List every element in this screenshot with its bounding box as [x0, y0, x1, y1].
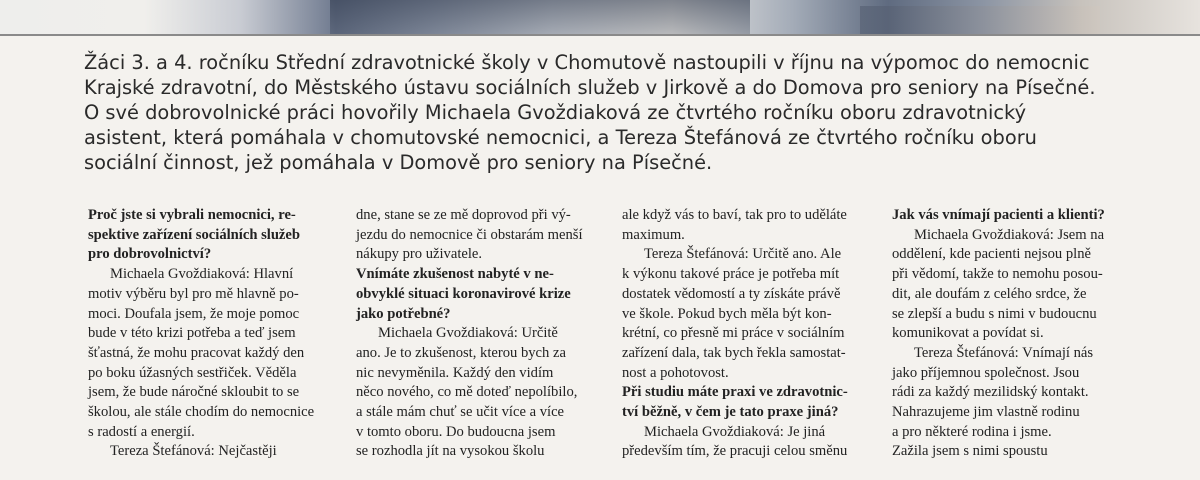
answer-line: jako příjemnou společnost. Jsou [892, 364, 1080, 381]
answer-line: Michaela Gvoždiaková: Je jiná [644, 423, 826, 440]
lead-line: Žáci 3. a 4. ročníku Střední zdravotnické školy v Chomutově nastoupili v říjnu na výpomoc do nemocnic [84, 51, 1090, 74]
answer-line: především tím, že pracuji celou směnu [622, 443, 848, 460]
answer-line: Michaela Gvoždiaková: Jsem na [914, 226, 1105, 243]
answer-line: školou, ale stále chodím do nemocnice [88, 404, 315, 421]
question-line: Při studiu máte praxi ve zdravotnic- [622, 384, 848, 401]
answer-line: maximum. [622, 226, 685, 243]
answer-line: a stále mám chuť se učit více a více [356, 404, 565, 421]
answer-line: se rozhodla jít na vysokou školu [356, 443, 545, 460]
answer-line: rádi za každý mezilidský kontakt. [892, 384, 1089, 401]
answer-line: k výkonu takové práce je potřeba mít [622, 266, 840, 283]
question-line: obvyklé situaci koronavirové krize [356, 285, 571, 302]
answer-line: Nahrazujeme jim vlastně rodinu [892, 404, 1080, 421]
question-line: Proč jste si vybrali nemocnici, re- [88, 207, 296, 223]
answer-line: Michaela Gvoždiaková: Určitě [378, 325, 558, 342]
header-photo [0, 0, 1200, 34]
photo-shade [330, 0, 750, 34]
answer-line: nost a pohotovost. [622, 364, 729, 381]
answer-line: nákupy pro uživatele. [356, 246, 483, 263]
answer-line: Zažila jsem s nimi spoustu [892, 443, 1048, 460]
answer-line: se zlepší a budu s nimi v budoucnu [892, 305, 1097, 322]
question-line: jako potřebné? [356, 305, 451, 322]
answer-line: motiv výběru byl pro mě hlavně po- [88, 285, 299, 302]
answer-line: dostatek vědomostí a ty získáte právě [622, 285, 841, 302]
lead-line: sociální činnost, jež pomáhala v Domově pro seniory na Písečné. [84, 151, 713, 174]
question-line: pro dobrovolnictví? [88, 246, 212, 263]
answer-line: něco nového, co mě doteď nepolíbilo, [356, 384, 578, 401]
article-column-1 [88, 206, 326, 462]
question-line: spektive zařízení sociálních služeb [88, 226, 301, 243]
photo-divider [0, 34, 1200, 36]
answer-line: ano. Je to zkušenost, kterou bych za [356, 344, 566, 361]
article-column-2 [356, 206, 596, 462]
answer-line: moci. Doufala jsem, že moje pomoc [88, 305, 300, 322]
answer-line: bude v této krizi potřeba a teď jsem [88, 325, 296, 342]
answer-line: šťastná, že mohu pracovat každý den [88, 344, 305, 361]
answer-line: po boku úžasných sestřiček. Věděla [88, 364, 297, 381]
answer-line: zařízení dala, tak bych řekla samostat- [622, 344, 846, 361]
answer-line: ale když vás to baví, tak pro to uděláte [622, 207, 847, 223]
photo-shade-right [860, 6, 1100, 34]
answer-line: a pro některé rodina i jsme. [892, 423, 1052, 440]
answer-line: s radostí a energií. [88, 423, 195, 440]
lead-line: asistent, která pomáhala v chomutovské nemocnici, a Tereza Štefánová ze čtvrtého ročníku oboru [84, 126, 1037, 149]
answer-line: dne, stane se ze mě doprovod při vý- [356, 207, 571, 223]
answer-line: dit, ale doufám z celého srdce, že [892, 285, 1087, 302]
question-line: Vnímáte zkušenost nabyté v ne- [356, 266, 554, 283]
answer-line: komunikovat a povídat si. [892, 325, 1044, 342]
answer-line: jsem, že bude náročné skloubit to se [88, 384, 300, 401]
answer-line: krétní, co přesně mi práce v sociálním [622, 325, 845, 342]
lead-line: O své dobrovolnické práci hovořily Michaela Gvoždiaková ze čtvrtého ročníku oboru zdravotnický [84, 101, 1027, 124]
answer-line: při vědomí, takže to nemohu posou- [892, 266, 1103, 283]
answer-line: oddělení, kde pacienti nejsou plně [892, 246, 1091, 263]
answer-line: Tereza Štefánová: Vnímají nás [914, 344, 1094, 361]
question-line: Jak vás vnímají pacienti a klienti? [892, 207, 1105, 223]
answer-line: Tereza Štefánová: Nejčastěji [110, 443, 277, 460]
answer-line: Michaela Gvoždiaková: Hlavní [110, 266, 294, 283]
lead-line: Krajské zdravotní, do Městského ústavu sociálních služeb v Jirkově a do Domova pro seniory na Písečné. [84, 76, 1096, 99]
answer-line: v tomto oboru. Do budoucna jsem [356, 423, 556, 440]
article-column-4 [892, 206, 1142, 462]
question-line: tví běžně, v čem je tato praxe jiná? [622, 404, 839, 421]
lead-paragraph [84, 50, 1164, 175]
answer-line: Tereza Štefánová: Určitě ano. Ale [644, 246, 842, 263]
article-column-3 [622, 206, 872, 462]
answer-line: jezdu do nemocnice či obstarám menší [356, 226, 583, 243]
answer-line: nic nevyměnila. Každý den vidím [356, 364, 554, 381]
answer-line: ve škole. Pokud bych měla být kon- [622, 305, 832, 322]
